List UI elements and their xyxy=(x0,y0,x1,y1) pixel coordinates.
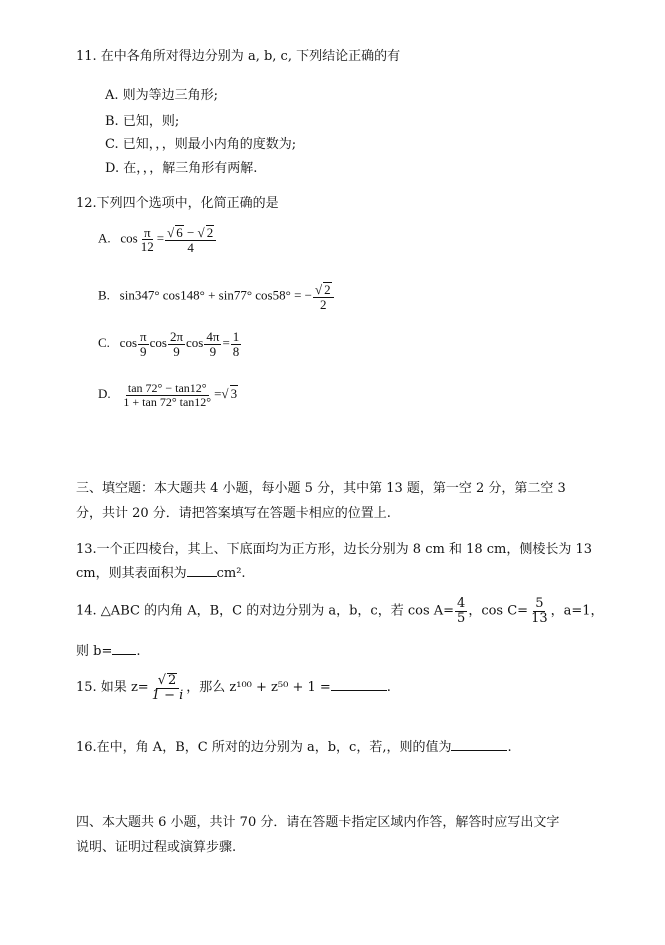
q12-stem: 12.下列四个选项中，化简正确的是 xyxy=(76,196,279,211)
section4-line1: 四、本大题共 6 小题，共计 70 分．请在答题卡指定区域内作答，解答时应写出文字 xyxy=(76,815,560,830)
q14-line2: 则 b= . xyxy=(76,644,141,659)
q15-line: 15. 如果 z= $\frac{√ 2}{1 - i}$ ，那么 z¹⁰⁰ + z⁵⁰ + 1 = . xyxy=(76,673,391,703)
q12-option-c: C. cos $\frac{\pi}{9}$ cos $\frac{2\pi}{9}$ cos $\frac{4\pi}{9}$ = $\frac{1}{8}$ xyxy=(98,329,240,359)
section3-line1: 三、填空题：本大题共 4 小题，每小题 5 分，其中第 13 题，第一空 2 分，第二空 3 xyxy=(76,481,566,496)
section3-line2: 分，共计 20 分．请把答案填写在答题卡相应的位置上. xyxy=(76,506,391,521)
section4-line2: 说明、证明过程或演算步骤. xyxy=(76,840,237,855)
q12-b-expr: sin347° cos148° + sin77° cos58° xyxy=(119,287,291,303)
q12-a-cos: cos xyxy=(120,230,138,246)
q12-a-rhs: $\frac{√ 6 - √ 2}{4}$ xyxy=(165,225,216,254)
q11-stem: 11. 在中各角所对得边分别为 a, b, c, 下列结论正确的有 xyxy=(76,49,401,64)
q14-line1: 14. △ABC 的内角 A，B，C 的对边分别为 a，b，c，若 cos A= $\frac{4}{5}$ ，cos C= $\frac{5}{13}$ ，a=1， xyxy=(76,596,604,626)
q12-a-label: A. xyxy=(98,230,111,246)
q12-option-b: B. sin347° cos148° + sin77° cos58° = − $\frac{√ 2}{2}$ xyxy=(98,282,335,311)
q13-line2: cm，则其表面积为 cm². xyxy=(76,566,246,581)
q11-option-a: A. 则为等边三角形; xyxy=(105,88,219,103)
q11-option-c: C. 已知，，，则最小内角的度数为; xyxy=(105,137,297,152)
q12-a-frac: $\frac{\pi}{12}$ xyxy=(140,224,154,255)
q12-option-a: A. cos $\frac{\pi}{12}$ = $\frac{√ 6 - √ 2}{4}$ xyxy=(98,225,217,254)
q13-line1: 13.一个正四棱台，其上、下底面均为正方形，边长分别为 8 cm 和 18 cm，侧棱长为 13 xyxy=(76,542,593,557)
q12-b-frac: $\frac{√ 2}{2}$ xyxy=(313,282,334,311)
q11-option-b: B. 已知，则; xyxy=(105,114,180,129)
q16-line: 16.在中，角 A，B，C 所对的边分别为 a，b，c，若,，则的值为 . xyxy=(76,740,512,755)
q11-option-d: D. 在，，，解三角形有两解. xyxy=(105,161,258,176)
q12-option-d: D. $\frac{\tan 72^\circ - \tan 12^\circ}{1 + \tan 72^\circ \tan 12^\circ}$ =√ 3 xyxy=(98,381,238,409)
